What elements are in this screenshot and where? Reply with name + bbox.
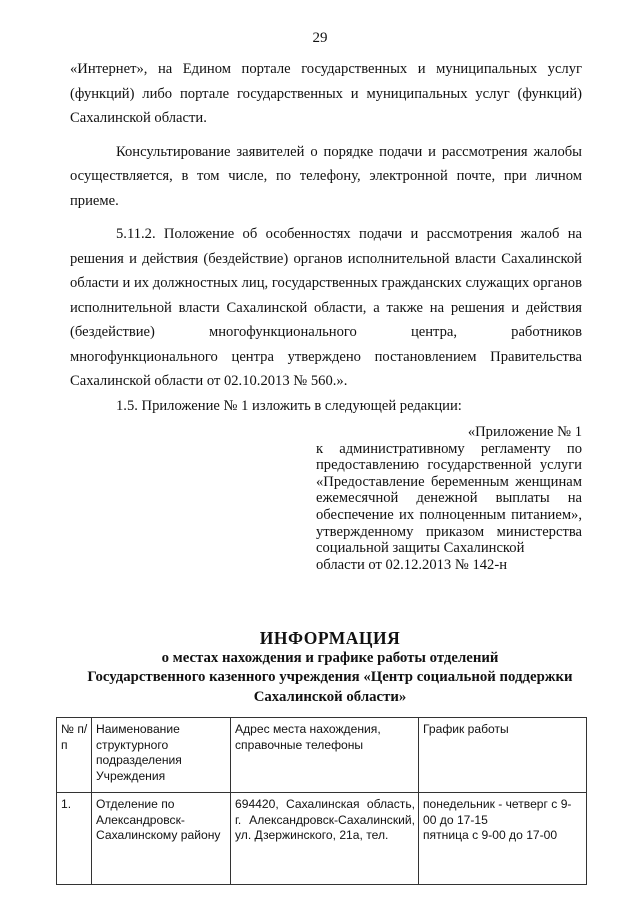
paragraph-1-5: 1.5. Приложение № 1 изложить в следующей редакции: [116, 397, 462, 414]
document-title [40, 627, 620, 707]
schedule-fri: пятница с 9-00 до 17-00 [423, 828, 558, 842]
title-line-4: Сахалинской области» [253, 688, 407, 705]
schedule-mon-thu: понедельник - четверг с 9-00 до 17-15 [423, 797, 572, 827]
header-unit-name: Наименование структурного подразделения Учреждения [92, 718, 231, 793]
appendix-heading: «Приложение № 1 [467, 424, 582, 440]
title-main: ИНФОРМАЦИЯ [259, 628, 401, 648]
body-text [70, 57, 582, 418]
row-address: 694420, Сахалинская область, г. Александровск-Сахалинский, ул. Дзержинского, 21а, тел. [231, 793, 419, 885]
row-number: 1. [57, 793, 92, 885]
appendix-note [316, 424, 582, 573]
header-address: Адрес места нахождения, справочные телефоны [231, 718, 419, 793]
paragraph-consulting: Консультирование заявителей о порядке подачи и рассмотрения жалобы осуществляется, в том числе, по телефону, электронной почте, при личном приеме. [70, 143, 582, 209]
row-unit-name: Отделение по Александровск-Сахалинскому району [92, 793, 231, 885]
appendix-body: к административному регламенту по предоставлению государственной услуги «Предоставление беременным женщинам ежемесячной денежной выплаты на обеспечение их полноценным питанием», утвержденному приказом министерства социальной защиты Сахалинской [316, 440, 582, 557]
title-line-2: о местах нахождения и графике работы отделений [161, 650, 499, 666]
row-schedule [419, 793, 587, 885]
offices-table [56, 717, 587, 885]
appendix-date: области от 02.12.2013 № 142-н [316, 556, 508, 573]
table-header-row [57, 718, 587, 793]
page-number: 29 [312, 30, 328, 46]
title-line-3: Государственного казенного учреждения «Центр социальной поддержки [87, 669, 573, 686]
header-schedule: График работы [419, 718, 587, 793]
table-row [57, 793, 587, 885]
paragraph-continuation: «Интернет», на Едином портале государственных и муниципальных услуг (функций) либо портале государственных и муниципальных услуг (функций) Сахалинской области. [70, 61, 582, 126]
paragraph-5-11-2: 5.11.2. Положение об особенностях подачи и рассмотрения жалоб на решения и действия (бездействие) органов исполнительной власти Сахалинской области и их должностных лиц, государственных гражданских служащих органов исполнительной власти Сахалинской области, а также на решения и действия (бездействие) многофункционального центра, работников многофункционального центра утверждено постановлением Правительства Сахалинской области от 02.10.2013 № 560.». [70, 226, 582, 389]
header-number: № п/п [57, 718, 92, 793]
